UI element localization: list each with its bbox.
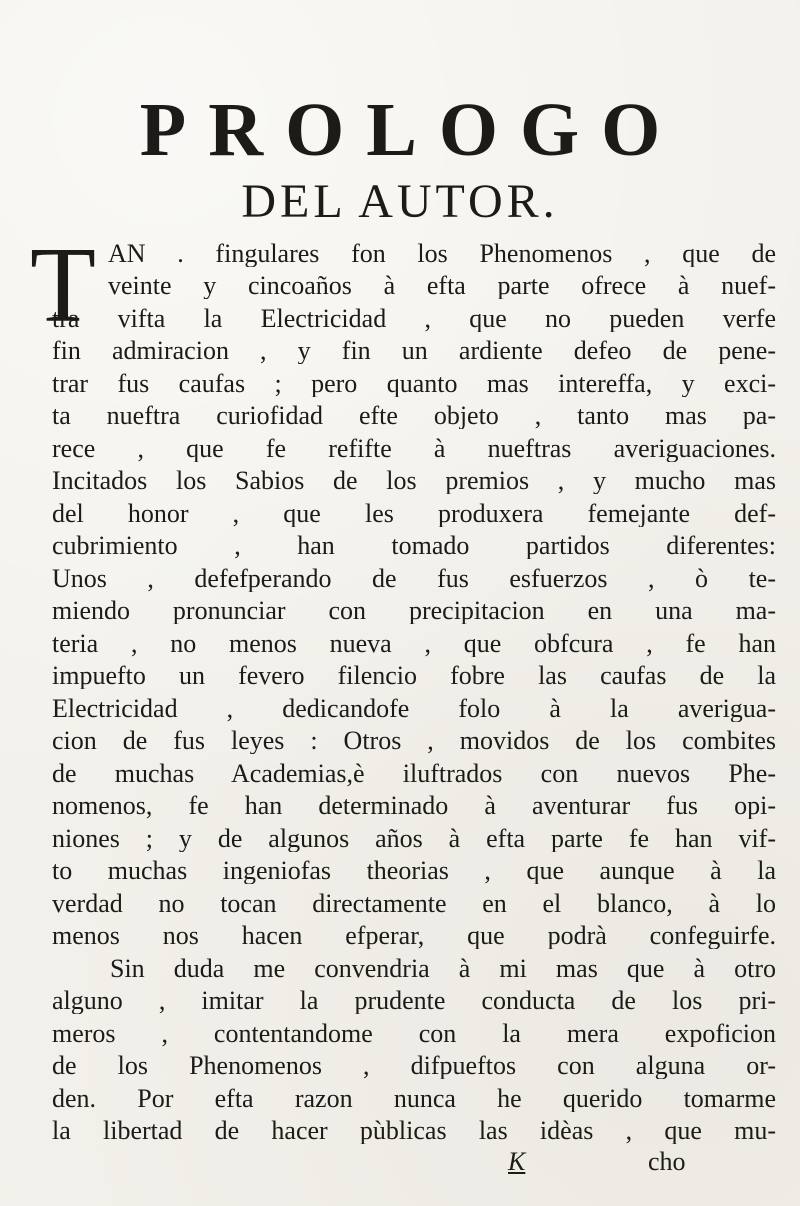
text-line: fin admiracion , y fin un ardiente defeo de pene- xyxy=(52,338,776,364)
text-line: la libertad de hacer pùblicas las idèas , que mu- xyxy=(52,1118,776,1144)
text-line: veinte y cincoaños à efta parte ofrece à nuef- xyxy=(108,273,776,299)
text-line: Incitados los Sabios de los premios , y mucho mas xyxy=(52,468,776,494)
text-line: del honor , que les produxera femejante def- xyxy=(52,501,776,527)
text-line: meros , contentandome con la mera expoficion xyxy=(52,1021,776,1047)
text-line: Electricidad , dedicandofe folo à la averigua- xyxy=(52,696,776,722)
text-line: Unos , defefperando de fus esfuerzos , ò te- xyxy=(52,566,776,592)
text-line: teria , no menos nueva , que obfcura , fe han xyxy=(52,631,776,657)
text-line: ta nueftra curiofidad efte objeto , tanto mas pa- xyxy=(52,403,776,429)
text-line: Sin duda me convendria à mi mas que à otro xyxy=(110,956,776,982)
page-subtitle: DEL AUTOR. xyxy=(241,175,559,228)
text-line: impuefto un fevero filencio fobre las caufas de la xyxy=(52,663,776,689)
text-line: nomenos, fe han determinado à aventurar fus opi- xyxy=(52,793,776,819)
text-line: AN . fingulares fon los Phenomenos , que de xyxy=(108,241,776,267)
text-line: rece , que fe refifte à nueftras averiguaciones. xyxy=(52,436,776,462)
text-line: trar fus caufas ; pero quanto mas intereffa, y exci- xyxy=(52,371,776,397)
text-line: verdad no tocan directamente en el blanco, à lo xyxy=(52,891,776,917)
text-line: cion de fus leyes : Otros , movidos de los combites xyxy=(52,728,776,754)
text-line: miendo pronunciar con precipitacion en una ma- xyxy=(52,598,776,624)
text-line: de muchas Academias,è iluftrados con nuevos Phe- xyxy=(52,761,776,787)
drop-cap: T xyxy=(30,226,96,345)
text-line: den. Por efta razon nunca he querido tomarme xyxy=(52,1086,776,1112)
page-title: PROLOGO xyxy=(139,88,683,172)
text-line: alguno , imitar la prudente conducta de los pri- xyxy=(52,988,776,1014)
signature-mark: K xyxy=(508,1147,526,1176)
catchword: cho xyxy=(648,1147,686,1176)
text-line: to muchas ingeniofas theorias , que aunque à la xyxy=(52,858,776,884)
text-line: niones ; y de algunos años à efta parte fe han vif- xyxy=(52,826,776,852)
text-line: tra vifta la Electricidad , que no pueden verfe xyxy=(52,306,776,332)
text-line: de los Phenomenos , difpueftos con alguna or- xyxy=(52,1053,776,1079)
text-line: cubrimiento , han tomado partidos diferentes: xyxy=(52,533,776,559)
text-line: menos nos hacen efperar, que podrà confeguirfe. xyxy=(52,923,776,949)
